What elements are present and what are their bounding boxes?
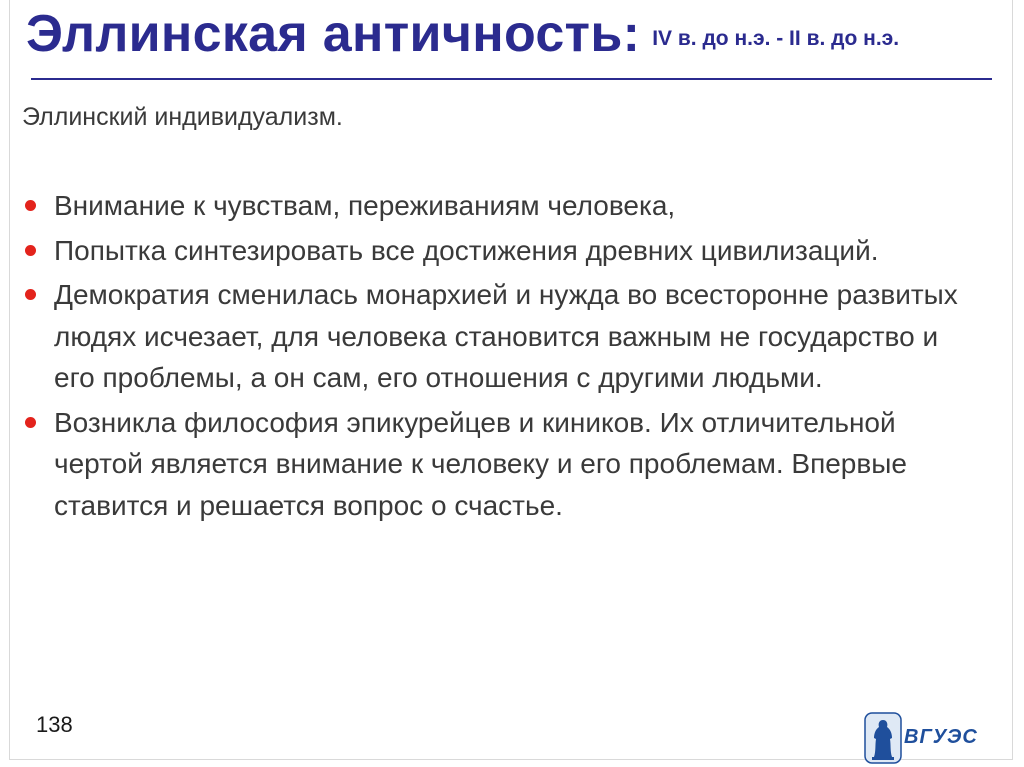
statue-emblem-icon — [864, 712, 902, 764]
bullet-text: Попытка синтезировать все достижения древних цивилизаций. — [54, 234, 879, 266]
bullet-text: Внимание к чувствам, переживаниям человека, — [54, 190, 676, 221]
bullet-item — [22, 274, 982, 399]
bullet-item — [22, 185, 982, 227]
bullet-item — [22, 230, 982, 272]
logo-text: ВГУЭС — [904, 726, 978, 748]
bullet-text: Возникла философия эпикурейцев и киников. Их отличительной чертой является внимание к человеку и его проблемам. Впервые ставится и решается вопрос о счастье. — [54, 406, 907, 521]
bullet-dot-icon — [25, 200, 36, 211]
bullet-list — [22, 185, 982, 529]
bullet-item — [22, 402, 982, 527]
bullet-dot-icon — [25, 417, 36, 428]
bullet-text: Демократия сменилась монархией и нужда во всесторонне развитых людях исчезает, для человека становится важным не государство и его проблемы, а он сам, его отношения с другими людьми. — [54, 279, 958, 393]
intro-text: Эллинский индивидуализм. — [22, 103, 343, 131]
title-divider — [31, 78, 992, 80]
bullet-dot-icon — [25, 289, 36, 300]
university-logo — [864, 712, 989, 764]
bullet-dot-icon — [25, 245, 36, 256]
page-number: 138 — [36, 712, 73, 737]
slide-title — [26, 4, 899, 64]
title-period: IV в. до н.э. - II в. до н.э. — [652, 27, 900, 50]
title-main: Эллинская античность: — [26, 5, 641, 63]
